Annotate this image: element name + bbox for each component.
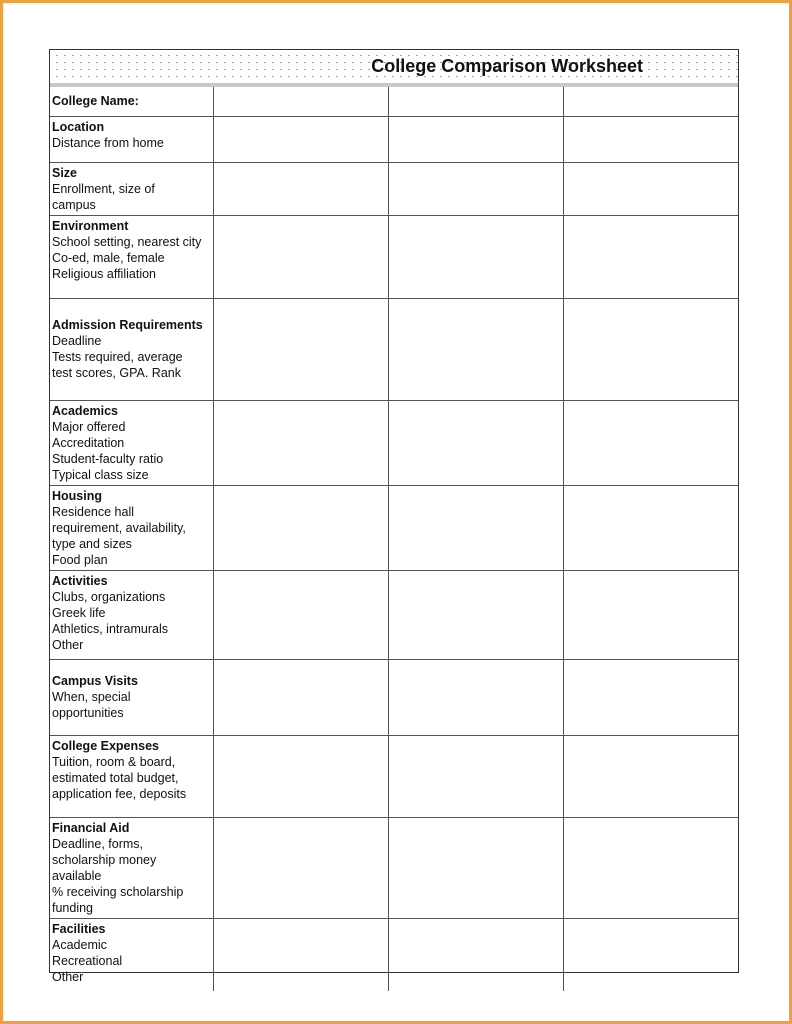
row-detail: Deadline, forms, [52,836,144,851]
row-detail: Tuition, room & board, [52,754,176,769]
row-label [50,735,213,817]
row-detail: % receiving scholarship [52,884,184,899]
row-detail: When, special [52,690,131,704]
college-3-cell[interactable] [563,116,738,162]
row-detail: School setting, nearest city [52,234,202,249]
college-1-cell[interactable] [213,400,388,485]
table-row [50,817,738,918]
row-detail: Tests required, average [52,350,183,364]
college-1-cell[interactable] [213,735,388,817]
college-3-cell[interactable] [563,215,738,298]
college-3-cell[interactable] [563,659,738,735]
table-row [50,659,738,735]
college-2-cell[interactable] [388,659,563,735]
college-3-cell[interactable] [563,162,738,215]
row-detail: Recreational [52,953,123,968]
title-band [50,50,738,83]
row-detail: type and sizes [52,536,132,551]
row-label [50,570,213,659]
college-1-cell[interactable] [213,659,388,735]
row-detail: Greek life [52,605,106,620]
college-2-cell[interactable] [388,400,563,485]
row-detail: opportunities [52,706,124,720]
row-detail: Religious affiliation [52,266,156,281]
table-row [50,485,738,570]
college-2-cell[interactable] [388,817,563,918]
college-3-cell[interactable] [563,918,738,991]
college-2-cell[interactable] [388,215,563,298]
college-3-cell[interactable] [563,735,738,817]
table-row [50,87,738,116]
row-detail: estimated total budget, [52,770,179,785]
row-detail: Other [52,969,84,984]
worksheet-title: College Comparison Worksheet [371,56,643,76]
row-heading: Financial Aid [52,820,130,835]
college-1-cell[interactable] [213,570,388,659]
row-label [50,659,213,735]
row-label [50,87,213,116]
row-heading: College Name: [52,94,139,109]
row-heading: Housing [52,488,102,503]
row-label [50,918,213,991]
row-detail: Other [52,637,84,652]
row-heading: Location [52,119,105,134]
college-1-cell[interactable] [213,116,388,162]
row-detail: scholarship money [52,852,157,867]
college-2-cell[interactable] [388,485,563,570]
table-row [50,116,738,162]
table-row [50,298,738,400]
table-row [50,162,738,215]
college-2-cell[interactable] [388,298,563,400]
college-2-cell[interactable] [388,735,563,817]
college-1-cell[interactable] [213,817,388,918]
row-heading: Academics [52,403,119,418]
row-detail: application fee, deposits [52,786,187,801]
row-label [50,298,213,400]
college-3-cell[interactable] [563,400,738,485]
table-row [50,918,738,991]
row-heading: Environment [52,218,129,233]
college-2-cell[interactable] [388,570,563,659]
row-heading: College Expenses [52,738,159,753]
table-row [50,215,738,298]
college-3-cell[interactable] [563,298,738,400]
college-3-cell[interactable] [563,817,738,918]
row-detail: Clubs, organizations [52,589,166,604]
college-1-cell[interactable] [213,918,388,991]
table-row [50,400,738,485]
row-detail: Student-faculty ratio [52,451,164,466]
row-detail: Typical class size [52,467,149,482]
row-heading: Campus Visits [52,674,138,688]
college-2-cell[interactable] [388,87,563,116]
table-row [50,570,738,659]
row-detail: Distance from home [52,135,164,150]
college-3-cell[interactable] [563,485,738,570]
college-2-cell[interactable] [388,116,563,162]
row-heading: Facilities [52,921,106,936]
row-detail: Residence hall [52,504,134,519]
college-1-cell[interactable] [213,485,388,570]
row-detail: Major offered [52,419,126,434]
college-1-cell[interactable] [213,298,388,400]
row-detail: Co-ed, male, female [52,250,165,265]
row-detail: Food plan [52,552,108,567]
college-2-cell[interactable] [388,162,563,215]
row-detail: Enrollment, size of [52,181,155,196]
table-row [50,735,738,817]
college-2-cell[interactable] [388,918,563,991]
comparison-table [50,87,738,991]
row-detail: Academic [52,937,107,952]
college-3-cell[interactable] [563,570,738,659]
row-detail: available [52,868,102,883]
worksheet [49,49,739,984]
college-3-cell[interactable] [563,87,738,116]
row-label [50,162,213,215]
college-1-cell[interactable] [213,215,388,298]
row-detail: Deadline [52,334,102,348]
row-heading: Size [52,165,78,180]
row-detail: test scores, GPA. Rank [52,366,181,380]
college-1-cell[interactable] [213,87,388,116]
row-label [50,817,213,918]
row-heading: Admission Requirements [52,318,203,332]
row-heading: Activities [52,573,108,588]
row-label [50,215,213,298]
row-label [50,116,213,162]
row-label [50,485,213,570]
row-detail: Accreditation [52,435,125,450]
row-detail: Athletics, intramurals [52,621,169,636]
row-detail: funding [52,900,94,915]
row-label [50,400,213,485]
row-detail: campus [52,197,96,212]
row-detail: requirement, availability, [52,520,186,535]
college-1-cell[interactable] [213,162,388,215]
